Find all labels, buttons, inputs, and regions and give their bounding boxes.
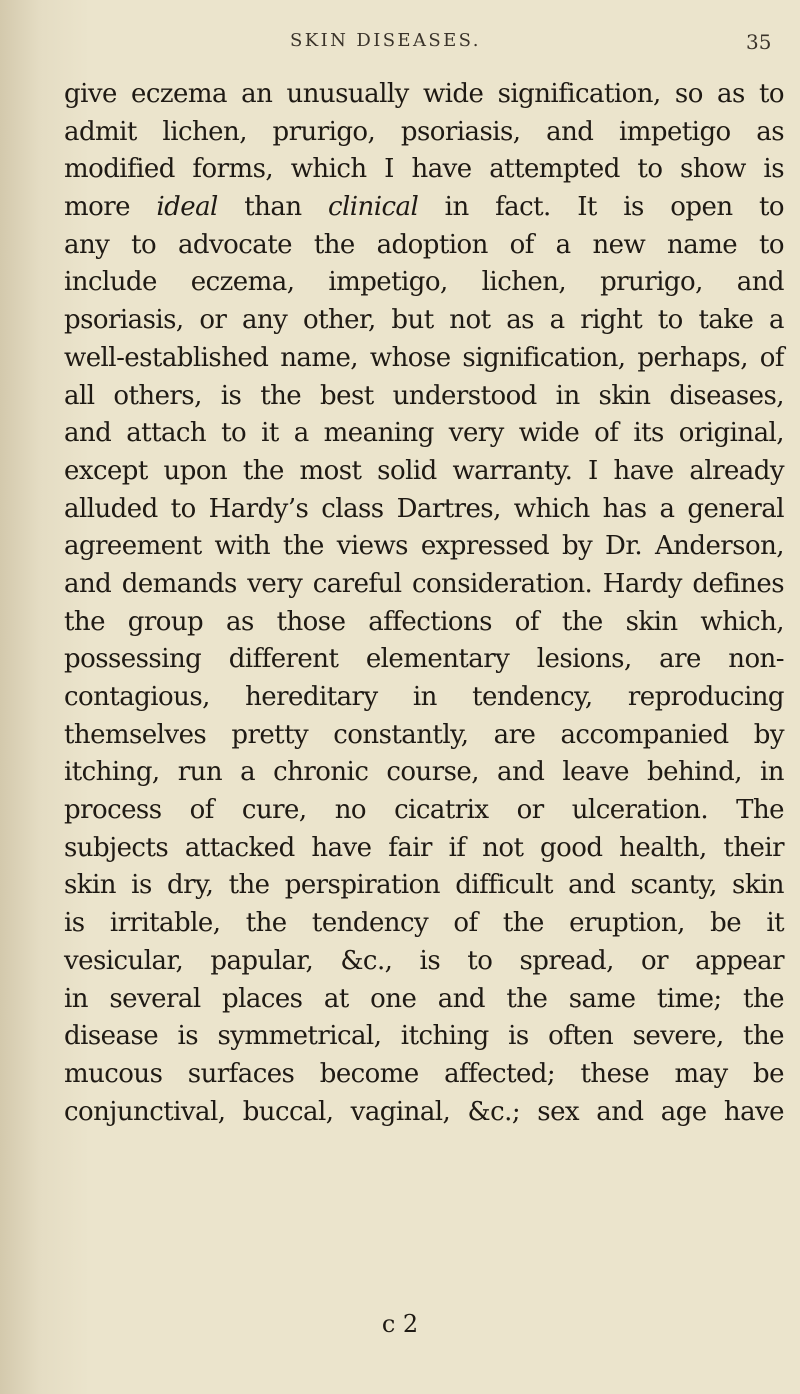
text-run: agreement with the views expressed by Dr. Anderson, <box>64 531 784 562</box>
text-run: give eczema an unusually wide signification, so as to <box>64 79 784 109</box>
text-run: conjunctival, buccal, vaginal, &c.; sex and age have <box>64 1096 784 1127</box>
text-run: is irritable, the tendency of the eruption, be it <box>64 908 784 939</box>
text-run: process of cure, no cicatrix or ulceration. The <box>64 795 784 826</box>
text-line <box>64 340 784 378</box>
running-head-title: SKIN DISEASES. <box>290 30 481 51</box>
text-run: admit lichen, prurigo, psoriasis, and impetigo as <box>64 116 784 147</box>
text-run: themselves pretty constantly, are accompanied by <box>64 719 784 750</box>
text-run: any to advocate the adoption of a new name to <box>64 229 784 260</box>
text-line <box>64 905 784 943</box>
text-line <box>64 830 784 868</box>
text-run: the group as those affections of the skin which, <box>64 606 784 637</box>
text-line <box>64 76 784 114</box>
text-line <box>64 792 784 830</box>
text-line <box>64 114 784 152</box>
text-line <box>64 1018 784 1056</box>
text-run: contagious, hereditary in tendency, reproducing <box>64 682 784 712</box>
text-line <box>64 528 784 566</box>
text-run: except upon the most solid warranty. I have already <box>64 455 784 486</box>
text-line <box>64 1056 784 1094</box>
text-line <box>64 754 784 792</box>
text-line <box>64 604 784 642</box>
text-line <box>64 679 784 717</box>
text-line <box>64 491 784 529</box>
text-run: itching, run a chronic course, and leave behind, in <box>64 757 784 788</box>
page-number: 35 <box>746 30 772 54</box>
text-line <box>64 981 784 1019</box>
text-run: skin is dry, the perspiration difficult and scanty, skin <box>64 870 784 901</box>
text-line <box>64 151 784 189</box>
text-run: possessing different elementary lesions, are non- <box>64 644 784 675</box>
signature-mark: c 2 <box>381 1310 419 1338</box>
text-line <box>64 264 784 302</box>
text-run: alluded to Hardy’s class Dartres, which has a general <box>64 493 784 524</box>
italic-text: ideal <box>156 192 218 223</box>
text-line <box>64 415 784 453</box>
text-line <box>64 566 784 604</box>
text-run: all others, is the best understood in skin diseases, <box>64 380 784 411</box>
text-line <box>64 227 784 265</box>
text-line <box>64 943 784 981</box>
text-run: well-established name, whose signification, perhaps, of <box>64 342 784 373</box>
running-head <box>0 30 800 60</box>
text-run: than <box>217 192 328 223</box>
text-run: vesicular, papular, &c., is to spread, or appear <box>64 945 784 976</box>
text-run: disease is symmetrical, itching is often severe, the <box>64 1021 784 1052</box>
text-run: include eczema, impetigo, lichen, prurigo, and <box>64 267 784 298</box>
text-line <box>64 867 784 905</box>
text-line <box>64 189 784 227</box>
text-run: and attach to it a meaning very wide of its original, <box>64 418 784 449</box>
text-line <box>64 302 784 340</box>
text-run: more <box>64 192 157 223</box>
text-line <box>64 641 784 679</box>
text-run: psoriasis, or any other, but not as a right to take a <box>64 305 784 336</box>
text-run: subjects attacked have fair if not good health, their <box>64 832 784 863</box>
text-line <box>64 1094 784 1132</box>
italic-text: clinical <box>327 192 419 223</box>
text-line <box>64 378 784 416</box>
text-run: modified forms, which I have attempted to show is <box>64 154 784 185</box>
text-line <box>64 717 784 755</box>
text-run: mucous surfaces become affected; these may be <box>64 1058 784 1089</box>
body-text <box>64 76 784 1131</box>
text-run: and demands very careful consideration. Hardy defines <box>64 568 784 599</box>
text-run: in several places at one and the same time; the <box>64 983 784 1014</box>
text-run: in fact. It is open to <box>418 192 785 223</box>
text-line <box>64 453 784 491</box>
